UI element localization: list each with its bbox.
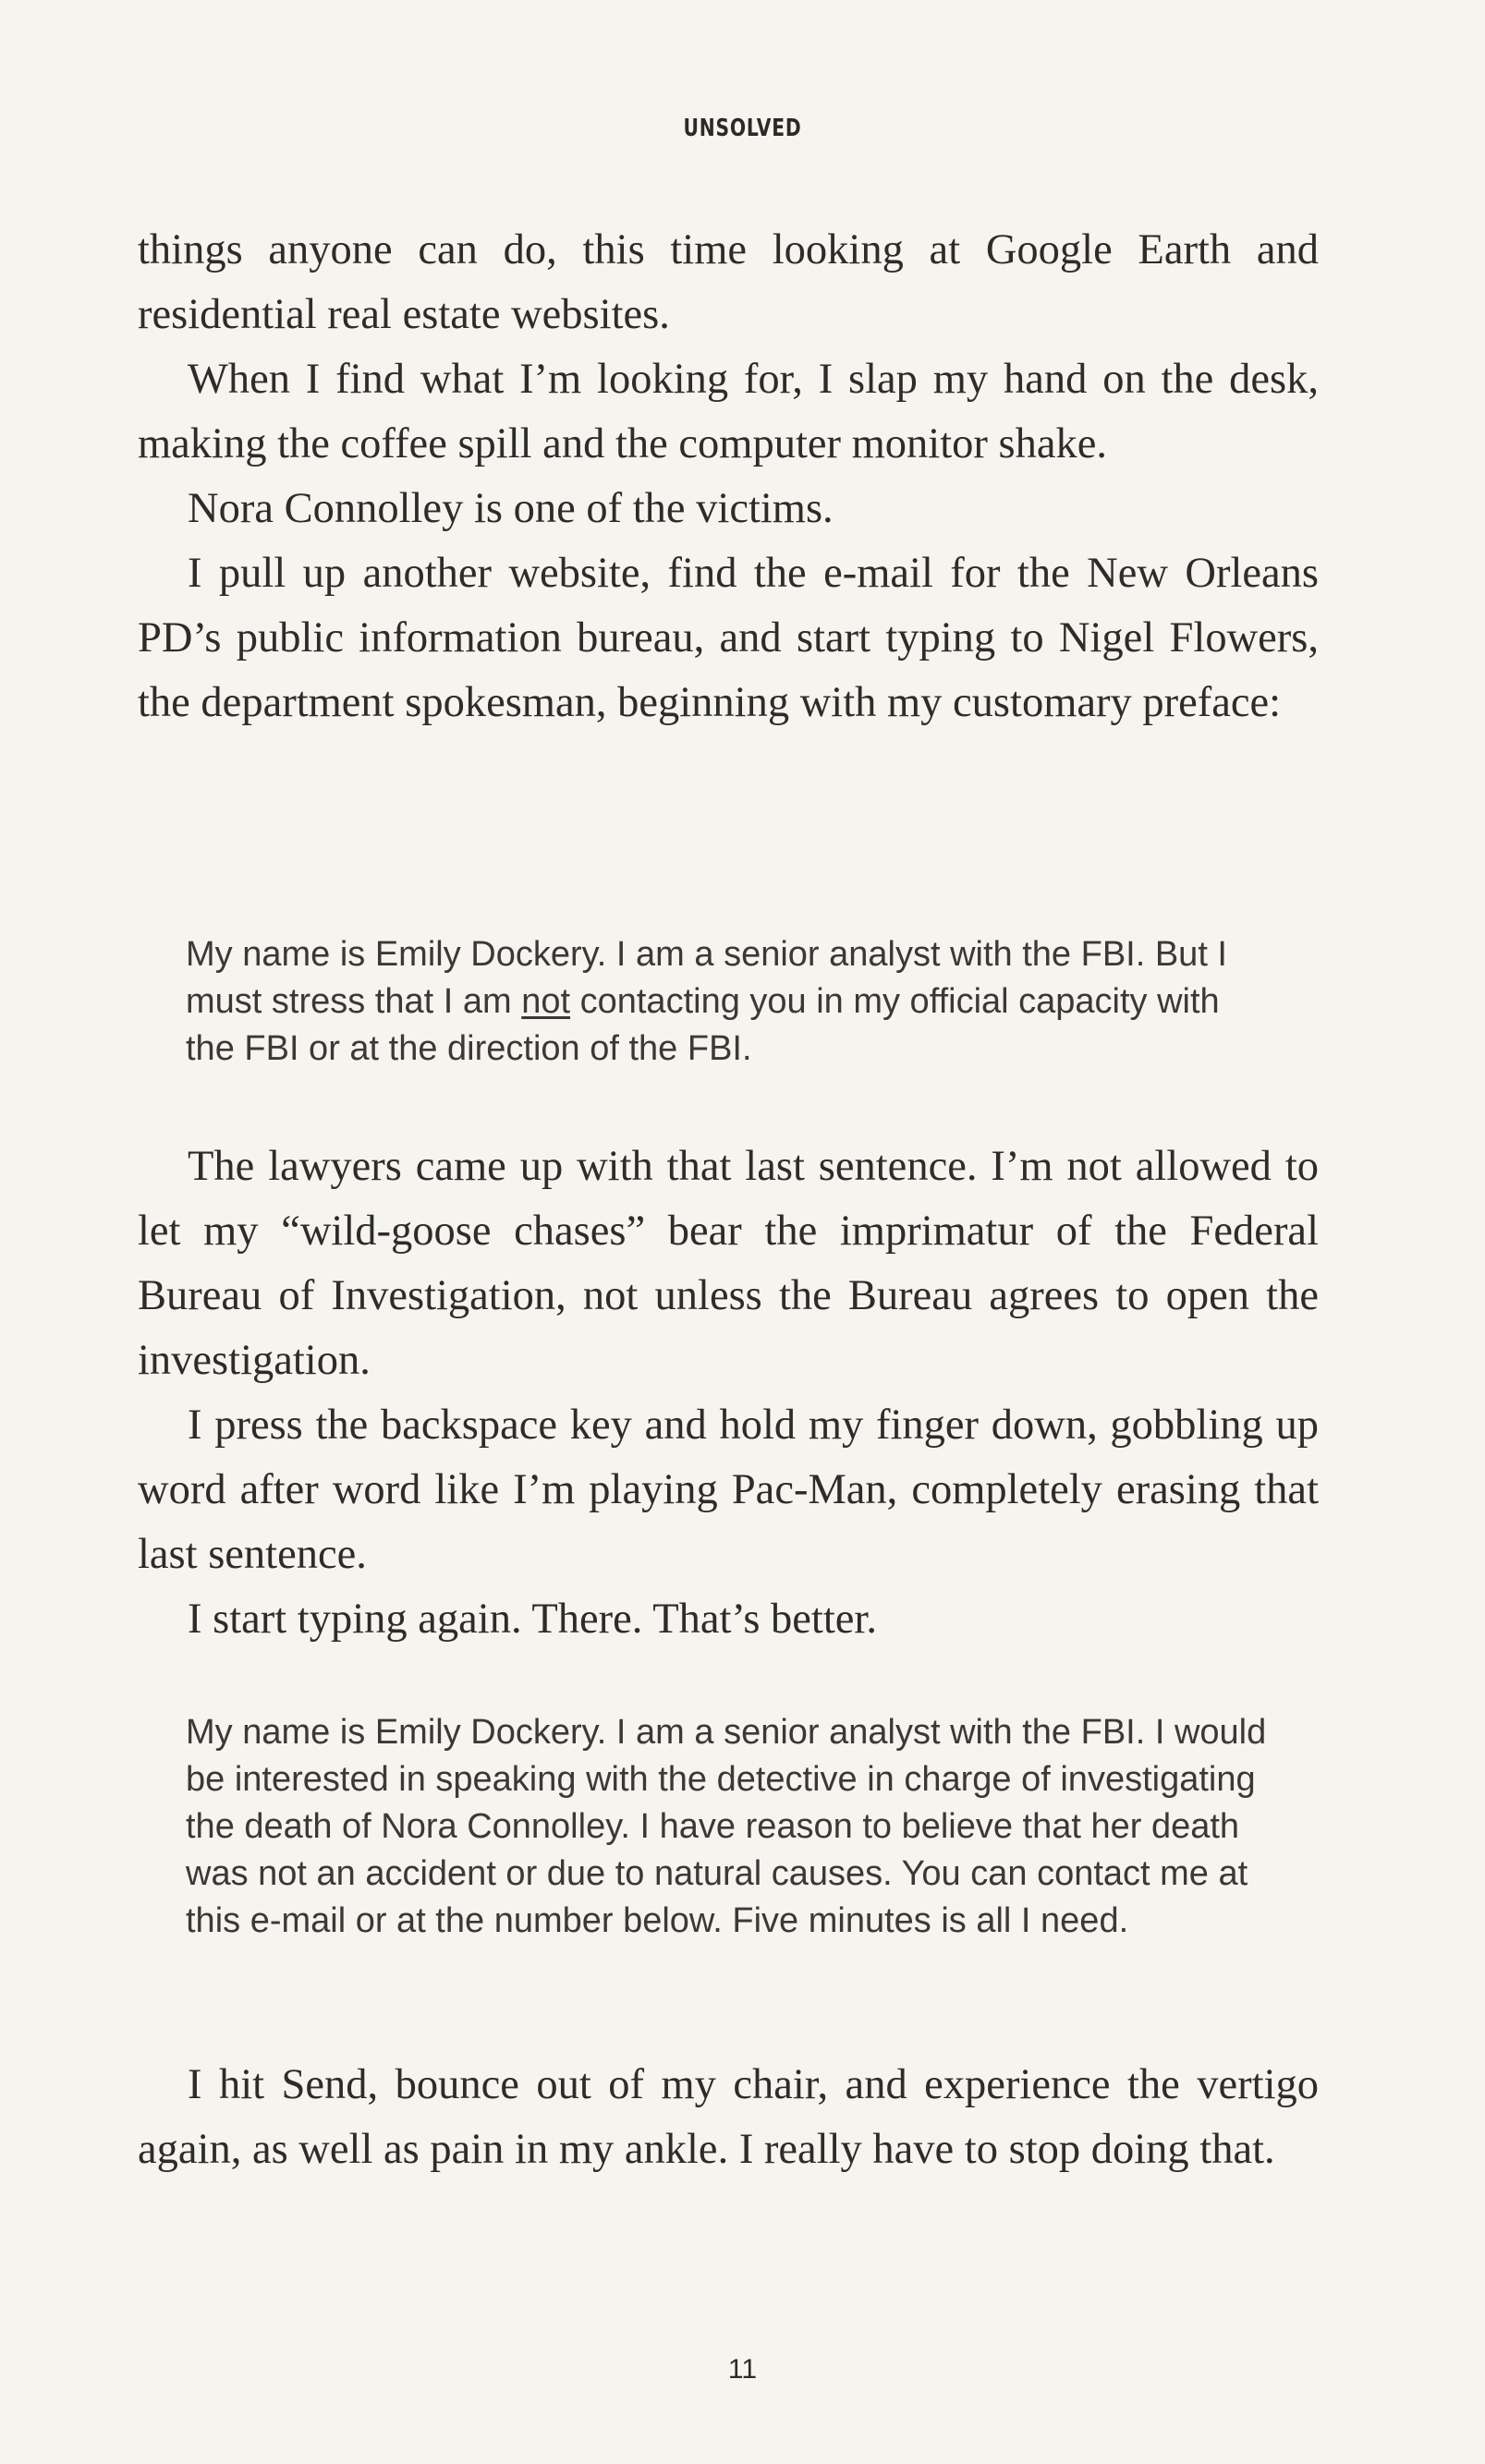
paragraph: The lawyers came up with that last sentence. I’m not allowed to let my “wild-goose chases” bear the imprimatur of the Federal Bureau of Investigation, not unless the Bureau agrees to open the investigation. (138, 1143, 1319, 1384)
paragraph: I start typing again. There. That’s better. (188, 1596, 877, 1643)
paragraph: I hit Send, bounce out of my chair, and experience the vertigo again, as well as pain in my ankle. I really have to stop doing that. (138, 2061, 1319, 2173)
email-emphasis: not (521, 982, 571, 1021)
narrative-block-2 (138, 1135, 1319, 1652)
paragraph: I press the backspace key and hold my finger down, gobbling up word after word like I’m playing Pac-Man, completely erasing that last sentence. (138, 1402, 1319, 1578)
paragraph: Nora Connolley is one of the victims. (188, 485, 834, 532)
email-excerpt-2 (186, 1709, 1276, 1945)
paragraph: I pull up another website, find the e-mail for the New Orleans PD’s public information bureau, and start typing to Nigel Flowers, the department spokesman, beginning with my customary preface: (138, 550, 1319, 726)
running-head: UNSOLVED (683, 115, 802, 142)
narrative-block-1 (138, 218, 1319, 735)
page-number: 11 (727, 2354, 758, 2385)
email-text: My name is Emily Dockery. I am a senior analyst with the FBI. I would be interested in speaking with the detective in charge of investigating the death of Nora Connolley. I have reason to believe that her death was not an accident or due to natural causes. You can contact me at this e-mail or at the number below. Five minutes is all I need. (186, 1713, 1267, 1940)
paragraph: things anyone can do, this time looking at Google Earth and residential real estate websites. (138, 226, 1319, 338)
email-excerpt-1 (186, 931, 1276, 1073)
email-text (186, 931, 1276, 1073)
narrative-block-3 (138, 2053, 1319, 2182)
email-text-part: My name is Emily Dockery. I am a senior analyst with the FBI. But I must stress that I am (186, 935, 1227, 1021)
paragraph: When I find what I’m looking for, I slap my hand on the desk, making the coffee spill and the computer monitor shake. (138, 356, 1319, 467)
email-text-part: contacting you in my official capacity with the FBI or at the direction of the FBI. (186, 982, 1220, 1068)
